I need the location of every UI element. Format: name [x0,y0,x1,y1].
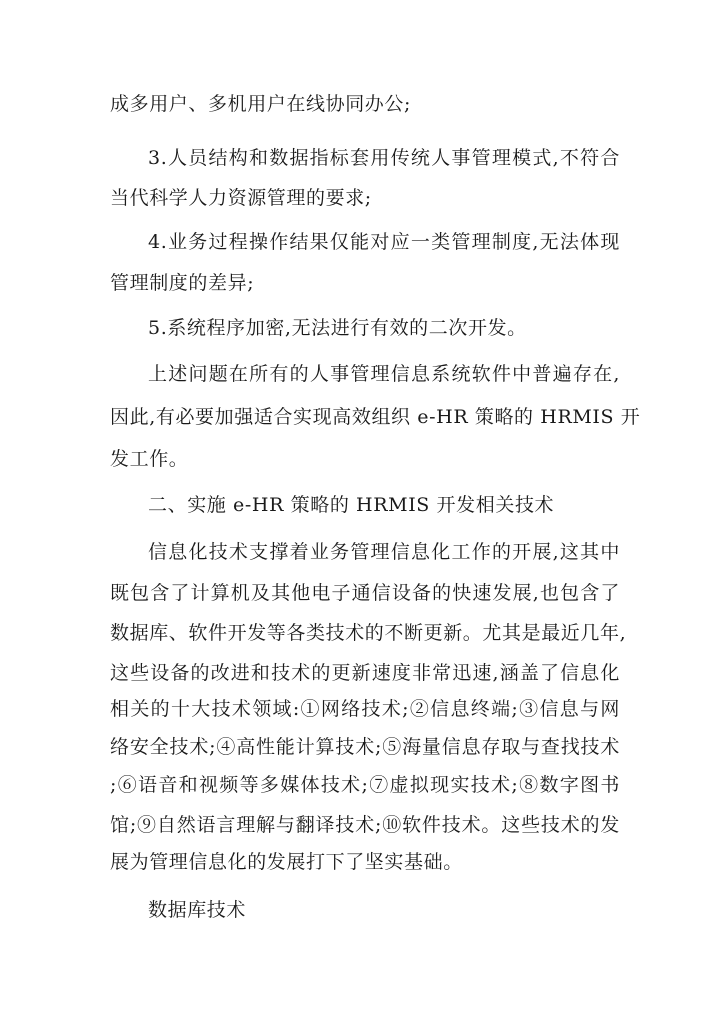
paragraph-tech-line-5: 相关的十大技术领域:①网络技术;②信息终端;③信息与网 [110,698,620,720]
text-line-continuation: 成多用户、多机用户在线协同办公; [110,93,412,115]
list-item-3-line-2: 当代科学人力资源管理的要求; [110,187,372,209]
paragraph-tech-line-1: 信息化技术支撑着业务管理信息化工作的开展,这其中 [148,541,620,563]
list-item-5: 5.系统程序加密,无法进行有效的二次开发。 [148,317,527,339]
list-item-4-line-1: 4.业务过程操作结果仅能对应一类管理制度,无法体现 [148,231,620,253]
paragraph-tech-line-8: 馆;⑨自然语言理解与翻译技术;⑩软件技术。这些技术的发 [110,814,620,836]
list-item-4-line-2: 管理制度的差异; [110,272,255,294]
paragraph-summary-line-1: 上述问题在所有的人事管理信息系统软件中普遍存在, [148,363,620,385]
paragraph-summary-line-2: 因此,有必要加强适合实现高效组织 e-HR 策略的 HRMIS 开 [110,406,641,428]
paragraph-tech-line-2: 既包含了计算机及其他电子通信设备的快速发展,也包含了 [110,582,620,604]
paragraph-summary-line-3: 发工作。 [110,448,189,470]
section-heading: 二、实施 e-HR 策略的 HRMIS 开发相关技术 [148,494,555,516]
subsection-heading: 数据库技术 [148,899,247,921]
paragraph-tech-line-3: 数据库、软件开发等各类技术的不断更新。尤其是最近几年, [110,622,627,644]
paragraph-tech-line-4: 这些设备的改进和技术的更新速度非常迅速,涵盖了信息化 [110,662,620,684]
list-item-3-line-1: 3.人员结构和数据指标套用传统人事管理模式,不符合 [148,147,620,169]
paragraph-tech-line-7: ;⑥语音和视频等多媒体技术;⑦虚拟现实技术;⑧数字图书 [110,774,620,796]
paragraph-tech-line-6: 络安全技术;④高性能计算技术;⑤海量信息存取与查找技术 [110,736,620,758]
paragraph-tech-line-9: 展为管理信息化的发展打下了坚实基础。 [110,851,463,873]
